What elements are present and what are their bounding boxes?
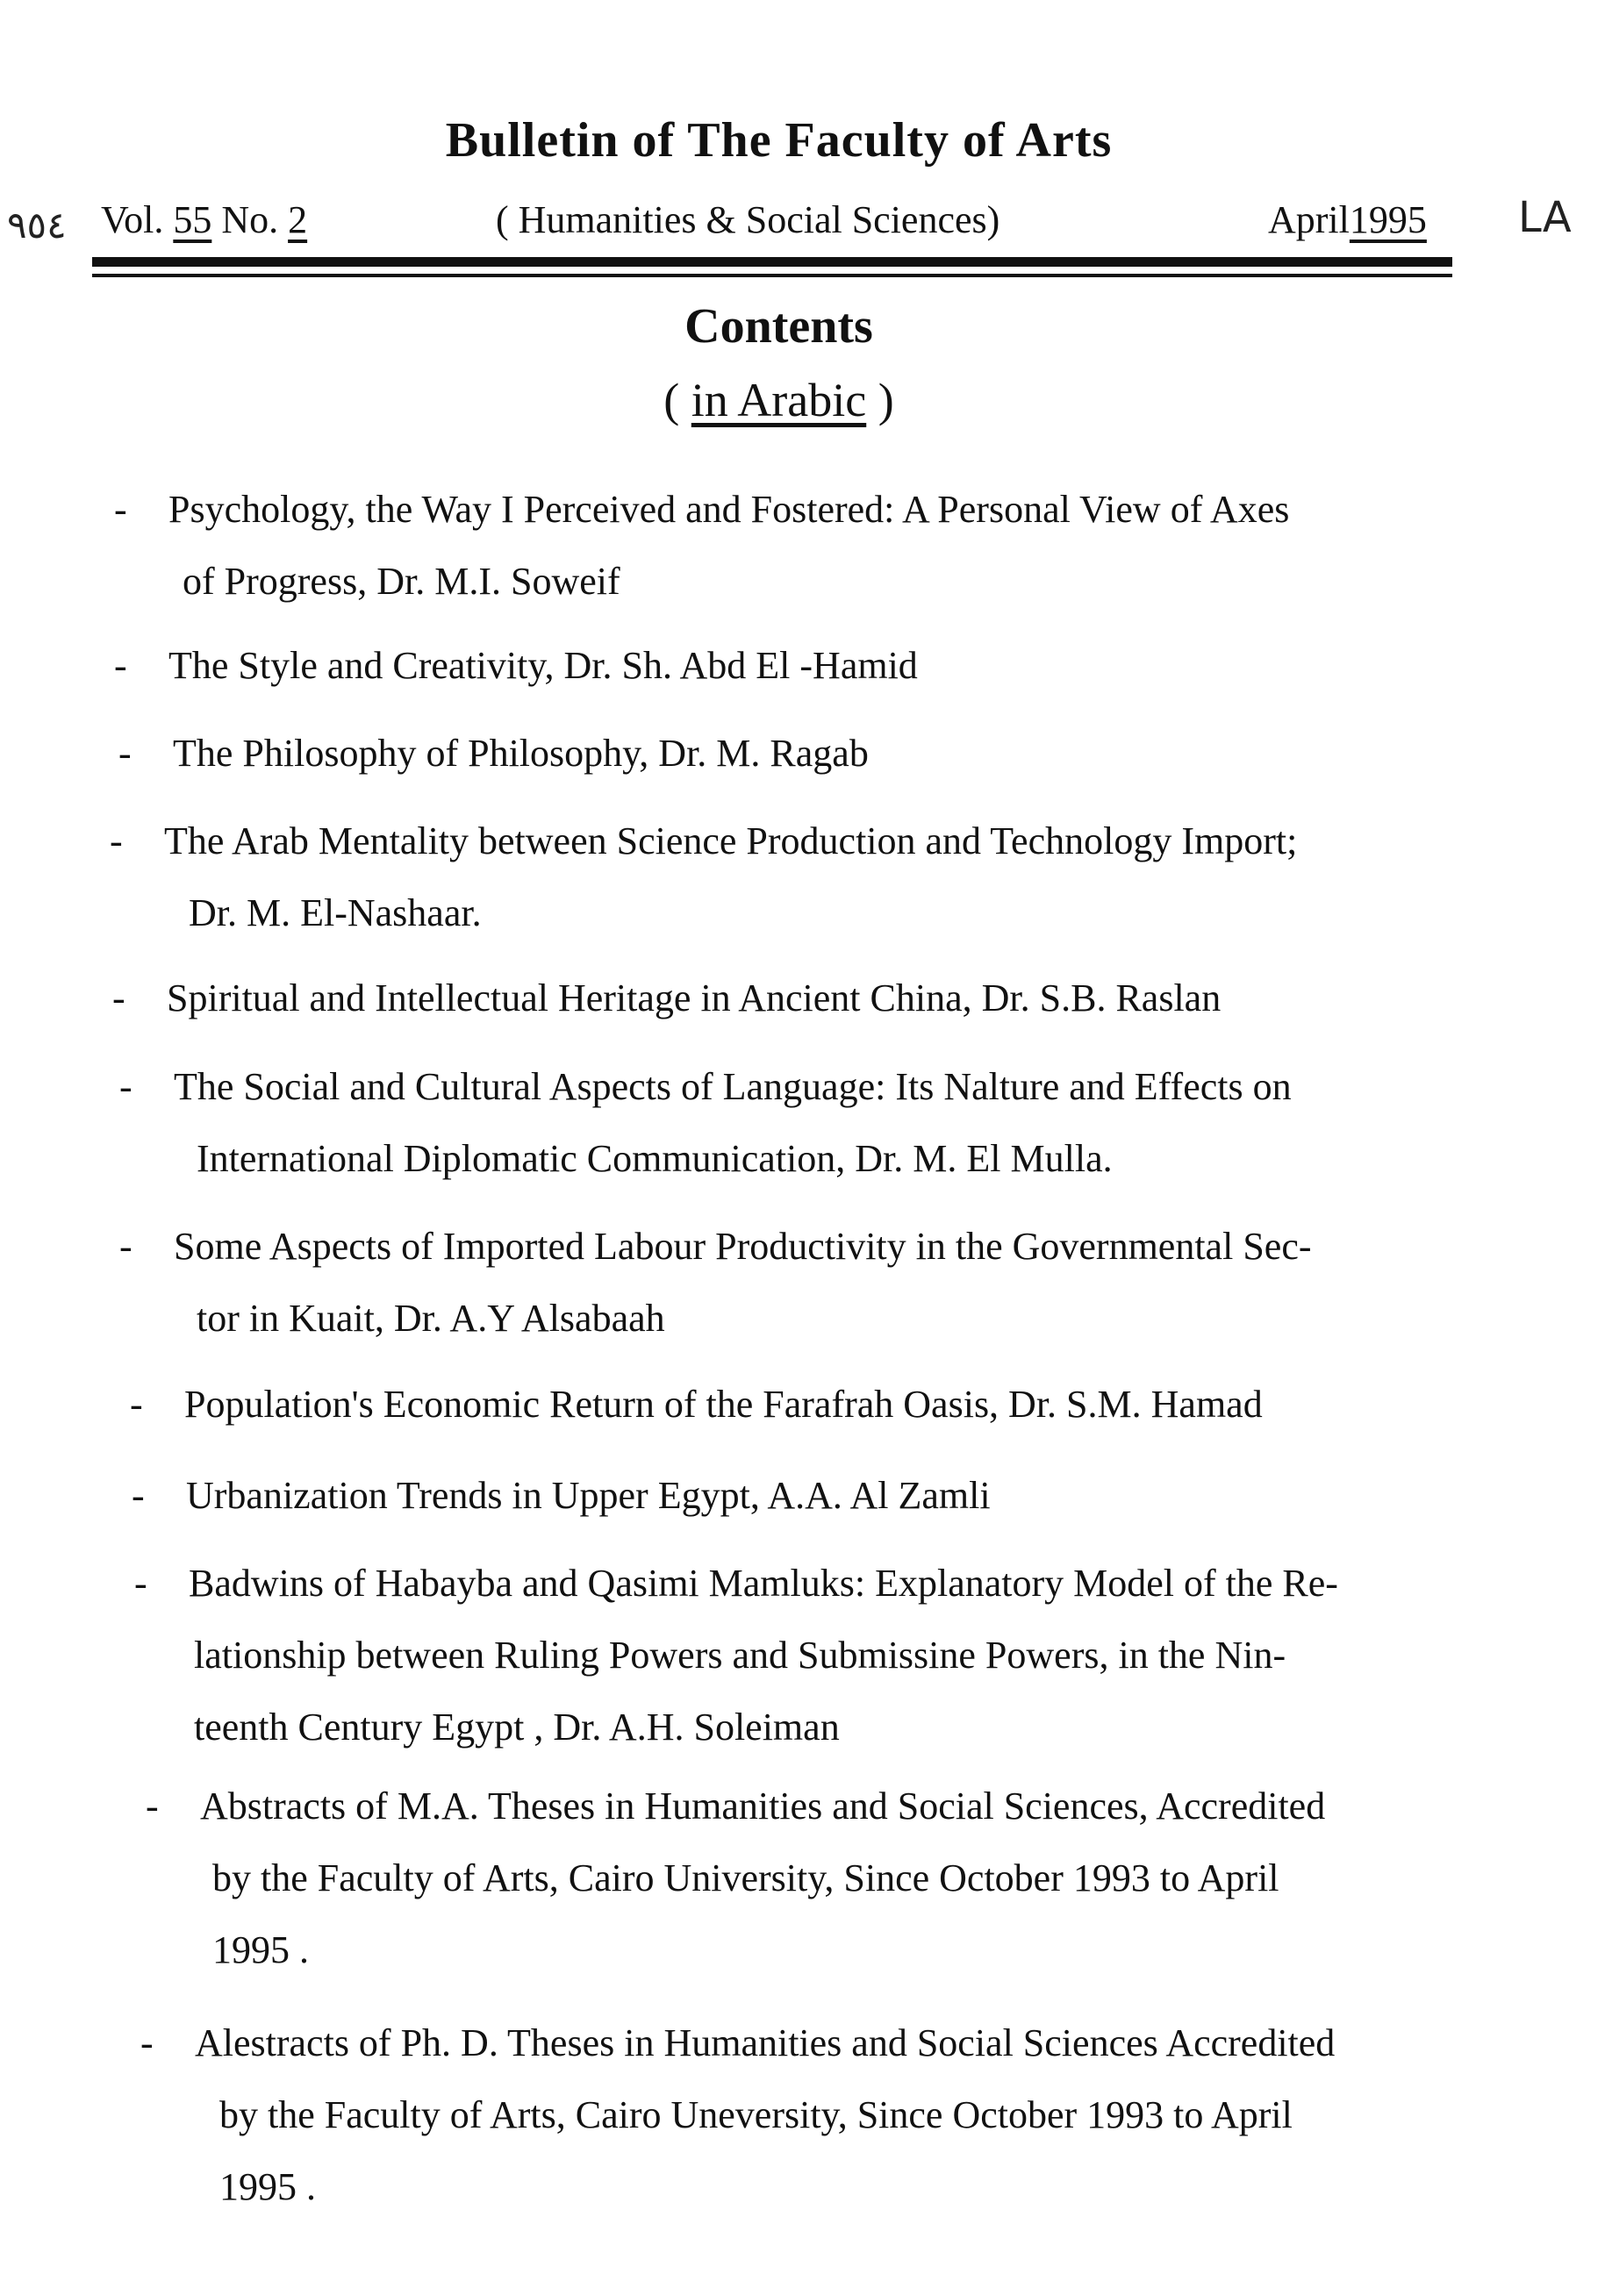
- toc-entry: [140, 2007, 1336, 2223]
- entry-text: Spiritual and Intellectual Heritage in Ancient China, Dr. S.B. Raslan: [167, 976, 1222, 1019]
- bullet-dash: -: [118, 732, 132, 775]
- handwritten-note-right: LA: [1518, 193, 1572, 242]
- issue-year: 1995: [1349, 198, 1427, 241]
- issue-number: 2: [288, 198, 308, 241]
- entry-text: Abstracts of M.A. Theses in Humanities and Social Sciences, Accredited by the Faculty of Arts, Cairo University, Since October 1993 to April 1995 .: [200, 1785, 1326, 1971]
- toc-entry: [130, 1369, 1263, 1441]
- journal-subtitle: ( Humanities & Social Sciences): [496, 198, 1000, 241]
- header-rule-thin: [92, 274, 1452, 277]
- no-label: No.: [221, 198, 279, 241]
- handwritten-note-left: ٩٥٤: [7, 204, 67, 247]
- volume-number: [101, 197, 307, 242]
- bullet-dash: -: [132, 1474, 145, 1517]
- entry-text: Psychology, the Way I Perceived and Fostered: A Personal View of Axes of Progress, Dr. M.I. Soweif: [168, 488, 1290, 603]
- toc-entry: [114, 474, 1290, 618]
- entry-text: The Philosophy of Philosophy, Dr. M. Ragab: [173, 732, 869, 775]
- bullet-dash: -: [140, 2021, 154, 2064]
- entry-text: The Style and Creativity, Dr. Sh. Abd El -Hamid: [168, 644, 918, 687]
- bullet-dash: -: [119, 1065, 133, 1108]
- issue-date: [1268, 197, 1427, 242]
- entry-text: Alestracts of Ph. D. Theses in Humanities and Social Sciences Accredited by the Faculty of Arts, Cairo Uneversity, Since October 1993 to April 1995 .: [195, 2021, 1336, 2208]
- toc-entry: [134, 1548, 1338, 1763]
- toc-entry: [110, 805, 1298, 949]
- bullet-dash: -: [119, 1225, 133, 1268]
- vol-label: Vol.: [101, 198, 164, 241]
- bullet-dash: -: [130, 1383, 143, 1426]
- bullet-dash: -: [112, 976, 125, 1019]
- contents-heading: Contents: [684, 299, 873, 354]
- issue-info-line: [88, 197, 1457, 259]
- language-label: in Arabic: [691, 374, 867, 426]
- bullet-dash: -: [110, 819, 123, 862]
- toc-entry: [146, 1770, 1326, 1986]
- toc-entry: [114, 630, 918, 702]
- header-rule-thick: [92, 257, 1452, 267]
- entry-text: The Arab Mentality between Science Production and Technology Import; Dr. M. El-Nashaar.: [164, 819, 1298, 934]
- language-note: ( in Arabic ): [663, 374, 894, 426]
- vol-number: 55: [173, 198, 212, 241]
- entry-text: Population's Economic Return of the Farafrah Oasis, Dr. S.M. Hamad: [184, 1383, 1263, 1426]
- toc-entry: [118, 718, 869, 790]
- bullet-dash: -: [134, 1562, 147, 1605]
- entry-text: Urbanization Trends in Upper Egypt, A.A. Al Zamli: [186, 1474, 991, 1517]
- bullet-dash: -: [146, 1785, 159, 1828]
- toc-entry: [119, 1211, 1312, 1355]
- entry-text: The Social and Cultural Aspects of Language: Its Nalture and Effects on International Diplomatic Communication, Dr. M. El Mulla.: [174, 1065, 1292, 1180]
- toc-entry: [119, 1051, 1292, 1195]
- issue-month: April: [1268, 198, 1350, 241]
- entry-text: Badwins of Habayba and Qasimi Mamluks: Explanatory Model of the Re- lationship between Ruling Powers and Submissine Powers, in the Nin- teenth Century Egypt , Dr. A.H. Soleiman: [189, 1562, 1338, 1749]
- bullet-dash: -: [114, 488, 127, 531]
- toc-entry: [112, 962, 1222, 1034]
- entry-text: Some Aspects of Imported Labour Productivity in the Governmental Sec- tor in Kuait, Dr. A.Y Alsabaah: [174, 1225, 1312, 1340]
- toc-entry: [132, 1460, 991, 1532]
- bullet-dash: -: [114, 644, 127, 687]
- journal-title: Bulletin of The Faculty of Arts: [445, 113, 1113, 168]
